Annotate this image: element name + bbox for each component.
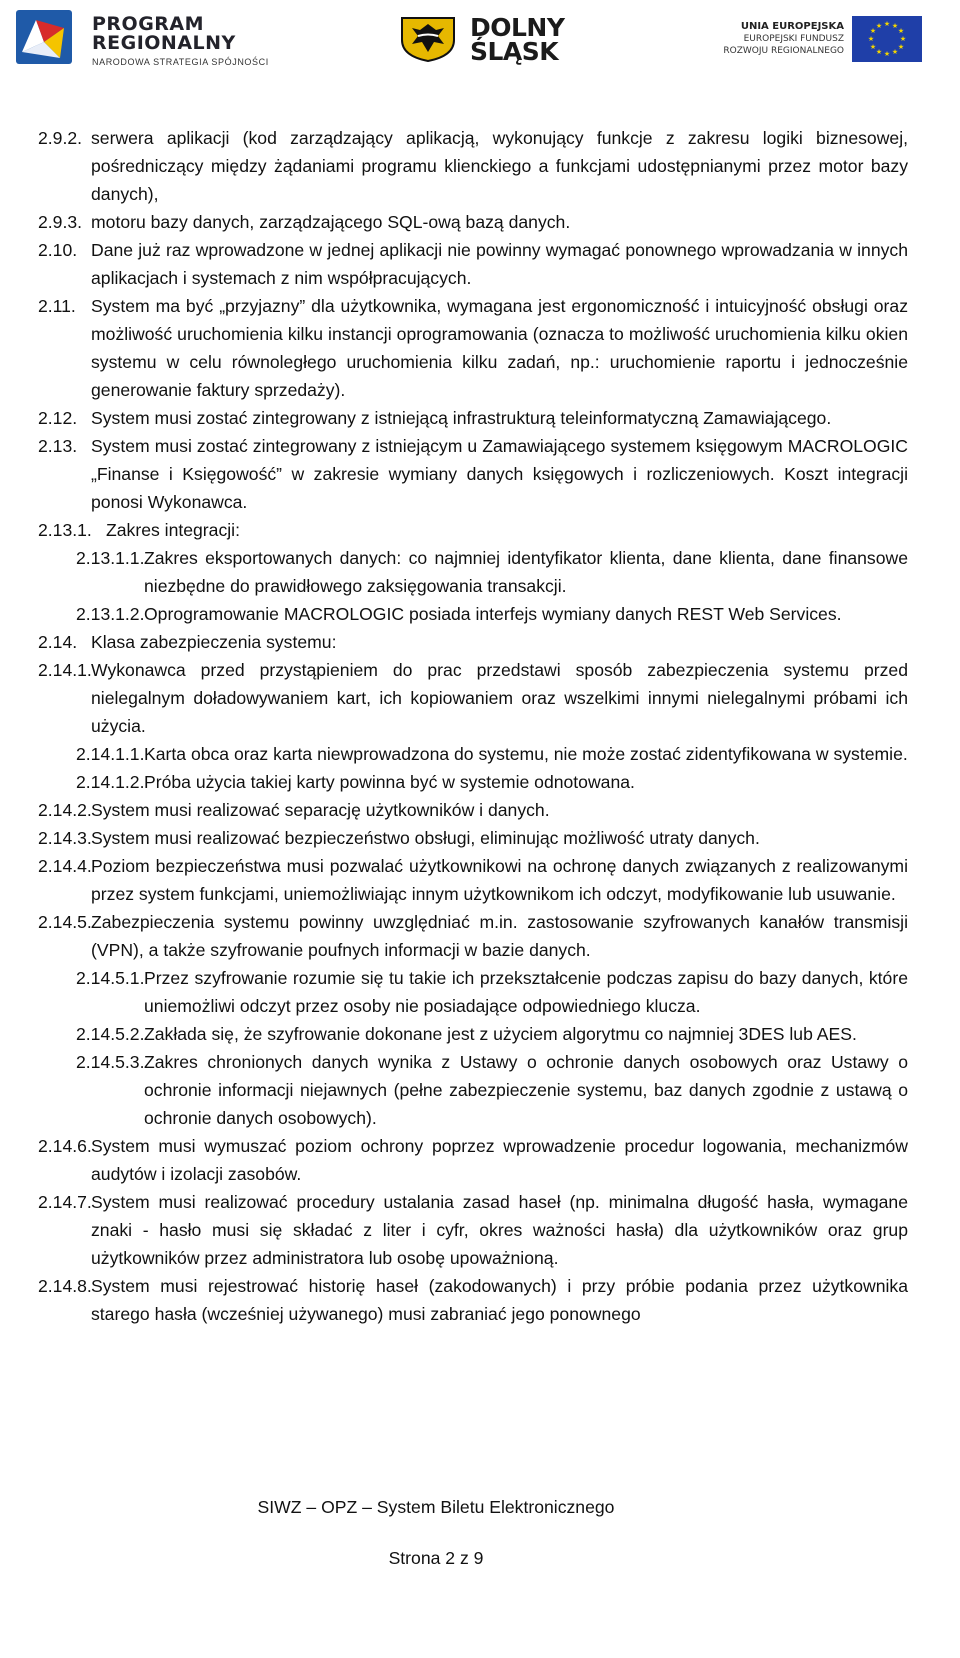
page-number: Strona 2 z 9: [388, 1548, 484, 1568]
item-number: 2.13.1.: [38, 520, 92, 540]
eu-flag-icon: [852, 16, 922, 62]
svg-text:★: ★: [875, 48, 883, 56]
document-body: [38, 124, 908, 1328]
list-item: [38, 852, 908, 908]
program-regionalny-logo: [14, 6, 324, 70]
item-number: 2.9.3.: [38, 212, 83, 232]
dolny-slask-coat-of-arms-icon: [400, 16, 456, 62]
item-number: 2.13.1.1.: [76, 548, 145, 568]
list-item: [38, 208, 908, 236]
item-text: System ma być „przyjazny” dla użytkownika, wymagana jest ergonomiczność i intuicyjność obsługi oraz możliwość uruchomienia kilku instancji oprogramowania (oznacza to możliwość uruchomienia kilku okien systemu w celu równoległego uruchomienia kilku zadań, np.: uruchomienie raportu i jednocześnie generowanie faktury sprzedaży).: [91, 296, 908, 400]
list-item: [38, 432, 908, 516]
svg-text:★: ★: [897, 43, 905, 51]
list-item: [38, 768, 908, 796]
header-logo-bar: [0, 0, 960, 95]
item-number: 2.14.8.: [38, 1276, 92, 1296]
list-item: [38, 544, 908, 600]
item-text: Przez szyfrowanie rozumie się tu takie ich przekształcenie podczas zapisu do bazy danych, które uniemożliwi odczyt przez osoby nie posiadające odpowiedniego klucza.: [144, 968, 908, 1016]
program-regionalny-star-icon: [14, 6, 76, 68]
item-text: System musi zostać zintegrowany z istniejącą infrastrukturą teleinformatyczną Zamawiającego.: [91, 408, 832, 428]
list-item: [38, 796, 908, 824]
item-text: Zakres integracji:: [106, 520, 240, 540]
eu-logo-line2: EUROPEJSKI FUNDUSZ: [743, 34, 844, 44]
list-item: [38, 124, 908, 208]
dolny-slask-logo: [400, 12, 620, 68]
item-number: 2.14.6.: [38, 1136, 92, 1156]
region-logo-line1: DOLNY: [470, 13, 565, 42]
list-item: [38, 908, 908, 964]
item-number: 2.14.2.: [38, 800, 92, 820]
svg-text:★: ★: [867, 35, 875, 43]
item-number: 2.13.1.2.: [76, 604, 145, 624]
item-text: Oprogramowanie MACROLOGIC posiada interfejs wymiany danych REST Web Services.: [144, 604, 842, 624]
item-number: 2.14.1.2.: [76, 772, 145, 792]
item-number: 2.9.2.: [38, 128, 83, 148]
item-text: System musi wymuszać poziom ochrony poprzez wprowadzenie procedur logowania, mechanizmów audytów i izolacji zasobów.: [91, 1136, 908, 1184]
item-text: Zakres chronionych danych wynika z Ustawy o ochronie danych osobowych oraz Ustawy o ochronie informacji niejawnych (pełne zabezpieczenie systemu, baz danych zgodnie z ustawą o ochronie danych osobowych).: [144, 1052, 908, 1128]
item-text: System musi zostać zintegrowany z istniejącym u Zamawiającego systemem księgowym MACROLOGIC „Finanse i Księgowość” w zakresie wymiany danych księgowych i rozliczeniowych. Koszt integracji ponosi Wykonawca.: [91, 436, 908, 512]
item-text: Klasa zabezpieczenia systemu:: [91, 632, 337, 652]
item-text: Zakres eksportowanych danych: co najmniej identyfikator klienta, dane klienta, dane finansowe niezbędne do prawidłowego zaksięgowania transakcji.: [144, 548, 908, 596]
program-logo-line2: REGIONALNY: [92, 32, 236, 54]
item-number: 2.10.: [38, 240, 78, 260]
item-number: 2.14.1.: [38, 660, 92, 680]
list-item: [38, 600, 908, 628]
item-number: 2.11.: [38, 296, 76, 316]
program-logo-line1: PROGRAM: [92, 13, 205, 35]
item-number: 2.14.5.1.: [76, 968, 145, 988]
eu-logo: [676, 16, 946, 64]
item-text: System musi rejestrować historię haseł (zakodowanych) i przy próbie podania przez użytkownika starego hasła (wcześniej używanego) musi zabraniać jego ponownego: [91, 1276, 908, 1324]
list-item: [38, 824, 908, 852]
list-item: [38, 1020, 908, 1048]
list-item: [38, 740, 908, 768]
item-text: Dane już raz wprowadzone w jednej aplikacji nie powinny wymagać ponownego wprowadzania w innych aplikacjach i systemach z nim współpracujących.: [91, 240, 908, 288]
list-item: [38, 1272, 908, 1328]
svg-text:★: ★: [883, 20, 891, 28]
list-item: [38, 292, 908, 404]
item-number: 2.14.5.3.: [76, 1052, 145, 1072]
item-text: Zakłada się, że szyfrowanie dokonane jest z użyciem algorytmu co najmniej 3DES lub AES.: [144, 1024, 857, 1044]
footer-document-title: SIWZ – OPZ – System Biletu Elektronicznego: [257, 1497, 615, 1517]
item-number: 2.13.: [38, 436, 78, 456]
item-number: 2.14.1.1.: [76, 744, 145, 764]
item-text: Próba użycia takiej karty powinna być w systemie odnotowana.: [144, 772, 635, 792]
item-text: Zabezpieczenia systemu powinny uwzględniać m.in. zastosowanie szyfrowanych kanałów transmisji (VPN), a także szyfrowanie poufnych informacji w bazie danych.: [91, 912, 908, 960]
eu-logo-line1: UNIA EUROPEJSKA: [740, 21, 844, 32]
item-text: System musi realizować bezpieczeństwo obsługi, eliminując możliwość utraty danych.: [91, 828, 760, 848]
item-number: 2.12.: [38, 408, 78, 428]
svg-text:★: ★: [897, 27, 905, 35]
svg-text:★: ★: [899, 35, 907, 43]
list-item: [38, 404, 908, 432]
svg-text:★: ★: [883, 50, 891, 58]
item-text: Karta obca oraz karta niewprowadzona do systemu, nie może zostać zidentyfikowana w systemie.: [144, 744, 908, 764]
item-text: System musi realizować separację użytkowników i danych.: [91, 800, 550, 820]
item-text: System musi realizować procedury ustalania zasad haseł (np. minimalna długość hasła, wymagane znaki - hasło musi się składać z liter i cyfr, okres ważności hasła) dla użytkowników oraz grup użytkowników przez administratora lub osobę upoważnioną.: [91, 1192, 908, 1268]
svg-text:★: ★: [891, 22, 899, 30]
list-item: [38, 656, 908, 740]
item-text: motoru bazy danych, zarządzającego SQL-ową bazą danych.: [91, 212, 571, 232]
region-logo-line2: ŚLĄSK: [470, 37, 559, 66]
svg-text:★: ★: [891, 48, 899, 56]
list-item: [38, 1132, 908, 1188]
item-text: serwera aplikacji (kod zarządzający aplikacją, wykonujący funkcje z zakresu logiki biznesowej, pośredniczący między żądaniami programu klienckiego a funkcjami udostępnianymi przez motor bazy danych),: [91, 128, 908, 204]
program-logo-line3: NARODOWA STRATEGIA SPÓJNOŚCI: [92, 57, 269, 67]
item-number: 2.14.4.: [38, 856, 92, 876]
list-item: [38, 1048, 908, 1132]
item-text: Wykonawca przed przystąpieniem do prac przedstawi sposób zabezpieczenia systemu przed nielegalnym doładowywaniem kart, ich kopiowaniem oraz wszelkimi innymi nielegalnymi próbami ich użycia.: [91, 660, 908, 736]
item-number: 2.14.3.: [38, 828, 92, 848]
svg-text:★: ★: [875, 22, 883, 30]
eu-logo-line3: ROZWOJU REGIONALNEGO: [723, 46, 844, 56]
list-item: [38, 1188, 908, 1272]
list-item: [38, 964, 908, 1020]
item-number: 2.14.5.2.: [76, 1024, 145, 1044]
item-text: Poziom bezpieczeństwa musi pozwalać użytkownikowi na ochronę danych związanych z realizowanymi przez system funkcjami, uniemożliwiając innym użytkownikom ich odczyt, modyfikowanie lub usuwanie.: [91, 856, 908, 904]
item-number: 2.14.5.: [38, 912, 92, 932]
svg-text:★: ★: [869, 43, 877, 51]
list-item: [38, 516, 908, 544]
item-number: 2.14.: [38, 632, 78, 652]
item-number: 2.14.7.: [38, 1192, 92, 1212]
list-item: [38, 628, 908, 656]
list-item: [38, 236, 908, 292]
svg-text:★: ★: [869, 27, 877, 35]
